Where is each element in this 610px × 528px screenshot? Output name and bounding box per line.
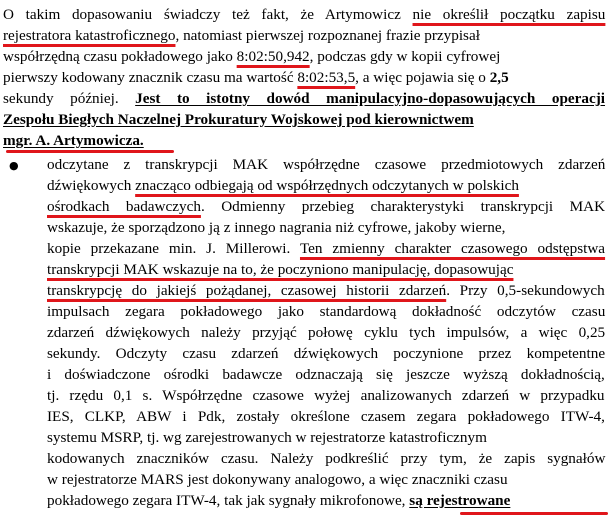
highlight-manipulation: transkrypcji MAK wskazuje na to, że poczyniono manipulację, dopasowując (47, 261, 514, 278)
p2-line-4: wskazuje, że sporządzono ją z innego nagrania niż cyfrowe, jakoby wierne, (47, 219, 506, 236)
bold-claim-2: Zespołu Biegłych Naczelnej Prokuratury Wojskowej pod kierownictwem (3, 111, 474, 128)
p2-line-1: odczytane z transkrypcji MAK współrzędne czasowe przedmiotowych zdarzeń (47, 156, 606, 173)
red-underline-mark (6, 150, 174, 153)
p2-line-14: systemu MSRP, tj. wg zarejestrowanych w rejestratorze katastroficznym (47, 429, 487, 446)
p2-line-9: zdarzeń dźwiękowych należy przyjąć połowę cyklu tych impulsów, a więc 0,25 (47, 324, 606, 341)
p1-line-7 (3, 130, 144, 151)
p1-line-4: pierwszy kodowany znacznik czasu ma wartość 8:02:53,5, a więc pojawia się o 2,5 (3, 69, 509, 86)
p2-line-17: pokładowego zegara ITW-4, tak jak sygnały mikrofonowe, są rejestrowane (47, 492, 511, 509)
p1-line-6 (3, 109, 474, 130)
p2-line-11: i doświadczone ośrodki badawcze odznaczają się jeszcze wyższą dokładnością, (47, 366, 605, 383)
p2-line-2: dźwiękowych znacząco odbiegają od współrzędnych odczytanych w polskich (47, 177, 519, 194)
highlight-deviation: znacząco odbiegają od współrzędnych odczytanych w polskich (135, 177, 519, 194)
p2-line-10: sekundy. Odczyty czasu zdarzeń dźwiękowych poczynione przez kompetentne (47, 345, 606, 362)
p1-line-1: O takim dopasowaniu świadczy też fakt, że Artymowicz nie określił początku zapisu (3, 6, 606, 23)
p2-line-16: w rejestratorze MARS jest dokonywany analogowo, a więc znaczniki czasu (47, 471, 508, 488)
bullet-icon: ● (9, 159, 19, 172)
p2-line-5: kopie przekazane min. J. Millerowi. Ten zmienny charakter czasowego odstępstwa (47, 240, 606, 257)
p2-line-13: IES, CLKP, ABW i Pdk, zostały określone czasem zegara pokładowego ITW-4, (47, 408, 605, 425)
highlight-no-start: nie określił początku zapisu (412, 6, 606, 23)
highlight-centers: ośrodkach badawczych (47, 198, 201, 215)
highlight-time-2: 8:02:53,5 (297, 69, 356, 86)
highlight-history: transkrypcję do jakiejś pożądanej, czasowej historii zdarzeń (47, 282, 447, 299)
red-underline-mark-bottom (460, 512, 608, 515)
p2-line-12: tj. rzędu 0,1 s. Współrzędne czasowe wyżej analizowanych zdarzeń w przypadku (47, 387, 605, 404)
p2-line-15: kodowanych znaczników czasu. Należy podkreślić przy tym, że zapis sygnałów (47, 450, 606, 467)
highlight-variable: Ten zmienny charakter czasowego odstępstwa (299, 240, 606, 257)
highlight-recorder: rejestratora katastroficznego (3, 27, 176, 44)
p1-line-2: rejestratora katastroficznego, natomiast pierwszej rozpoznanej frazie przypisał (3, 27, 480, 44)
p2-line-7: transkrypcję do jakiejś pożądanej, czasowej historii zdarzeń. Przy 0,5-sekundowych (47, 282, 605, 299)
p2-line-6 (47, 259, 513, 280)
p2-line-3: ośrodkach badawczych. Odmienny przebieg charakterystyki transkrypcji MAK (47, 198, 606, 215)
bold-claim-3: mgr. A. Artymowicza. (3, 132, 144, 149)
p1-line-3: współrzędną czasu pokładowego jako 8:02:50,942, podczas gdy w kopii cyfrowej (3, 48, 501, 65)
bold-claim-1: Jest to istotny dowód manipulacyjno-dopasowujących operacji (135, 90, 606, 107)
p1-line-5: sekundy później. Jest to istotny dowód manipulacyjno-dopasowujących operacji (3, 90, 606, 107)
bold-recorded: są rejestrowane (409, 492, 511, 509)
p2-line-8: impulsach zegara pokładowego jako standardową dokładność odczytów czasu (47, 303, 606, 320)
highlight-time-1: 8:02:50,942 (236, 48, 310, 65)
